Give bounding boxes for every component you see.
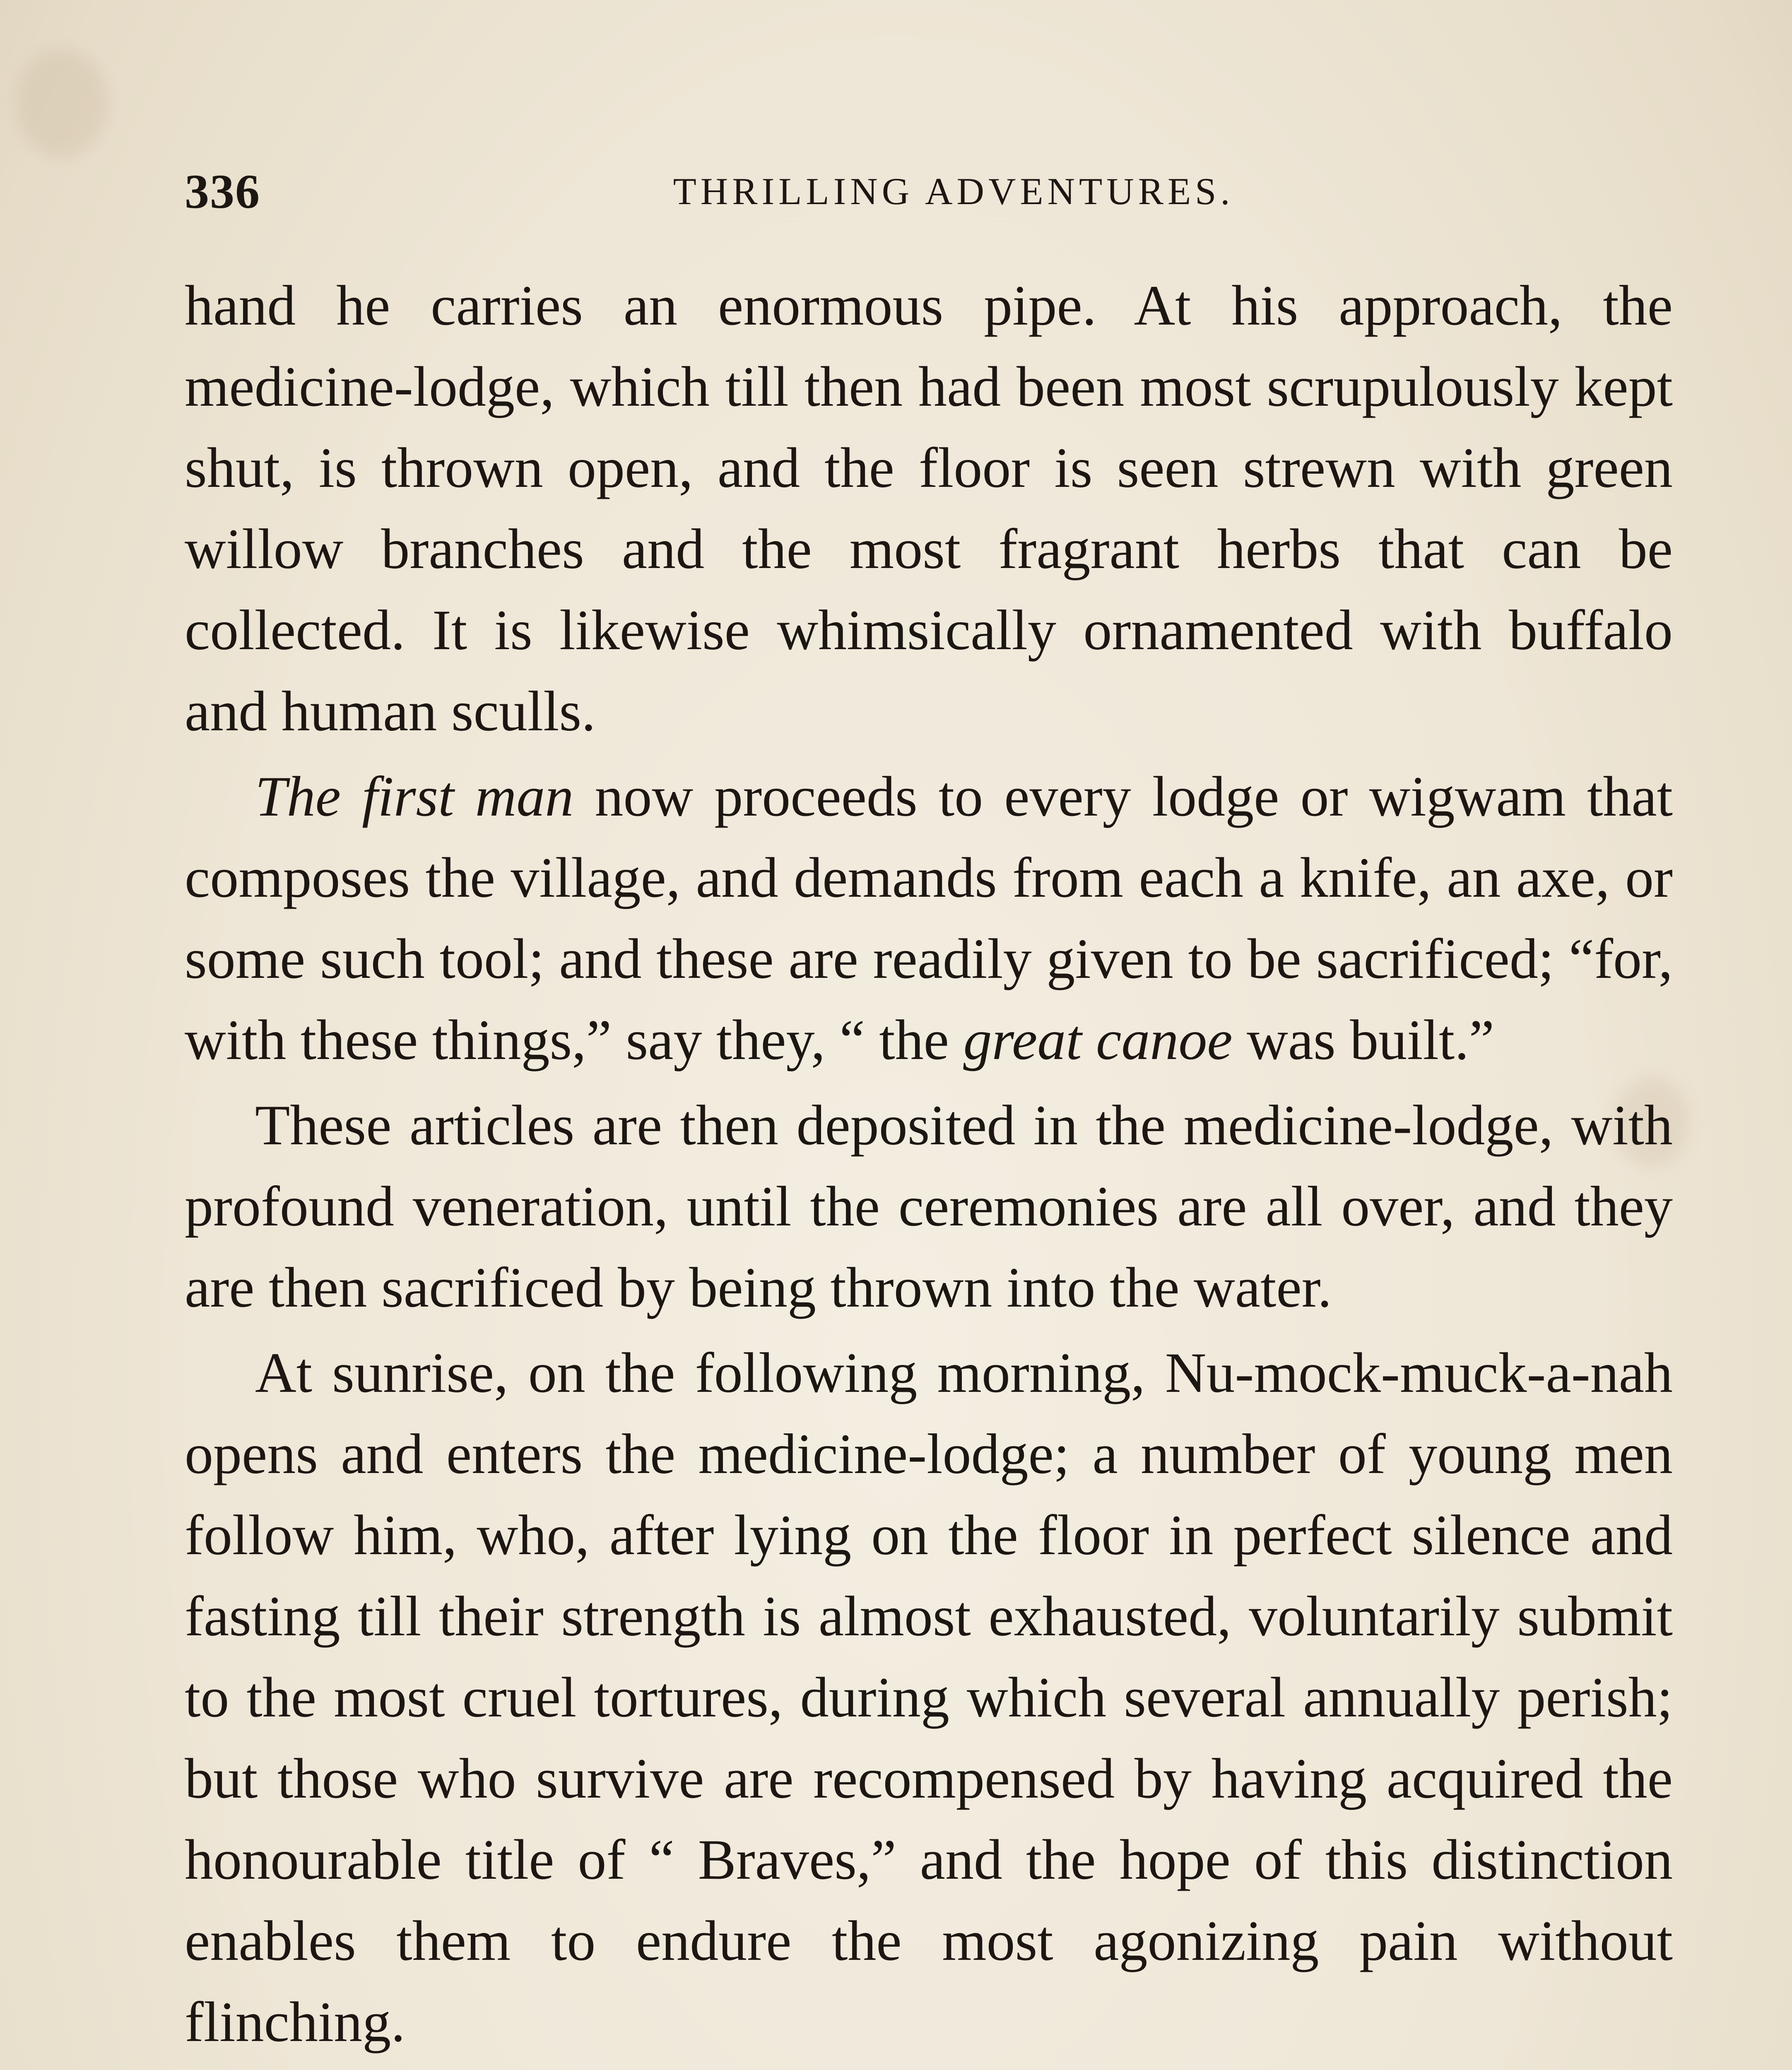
italic-text: great canoe bbox=[963, 1008, 1233, 1071]
body-text bbox=[185, 265, 1673, 2070]
paragraph bbox=[185, 1332, 1673, 2063]
paper-stain bbox=[17, 50, 108, 157]
text-run: now proceeds to every lodge or wigwam that composes the village, and demands from each a knife, an axe, or some such tool; and these are readily given to be sacrificed; “for, with these things,” say they, “ the bbox=[185, 765, 1673, 1071]
paragraph bbox=[185, 2067, 1673, 2070]
page-header bbox=[185, 164, 1673, 221]
text-run: These articles are then deposited in the medicine-lodge, with profound veneration, until the ceremonies are all over, and they are then sacrificed by being thrown into the water. bbox=[185, 1093, 1673, 1319]
paragraph bbox=[185, 1085, 1673, 1328]
running-title: THRILLING ADVENTURES. bbox=[673, 170, 1234, 212]
text-run: was built.” bbox=[1232, 1008, 1495, 1071]
paragraph bbox=[185, 265, 1673, 752]
page-number: 336 bbox=[185, 164, 260, 219]
text-run: At sunrise, on the following morning, Nu-mock-muck-a-nah opens and enters the medicine-lodge; a number of young men follow him, who, after lying on the floor in perfect silence and fasting till their strength is almost exhausted, voluntarily submit to the most cruel tortures, during which several annually perish; but those who survive are recompensed by having acquired the honourable title of “ Braves,” and the hope of this distinction enables them to endure the most agonizing pain without flinching. bbox=[185, 1341, 1673, 2053]
italic-text: The first man bbox=[255, 765, 574, 828]
paragraph bbox=[185, 756, 1673, 1081]
text-run: hand he carries an enormous pipe. At his approach, the medicine-lodge, which till then had been most scrupulously kept shut, is thrown open, and the floor is seen strewn with green willow branches and the most fragrant herbs that can be collected. It is likewise whimsically ornamented with buffalo and human sculls. bbox=[185, 274, 1673, 743]
